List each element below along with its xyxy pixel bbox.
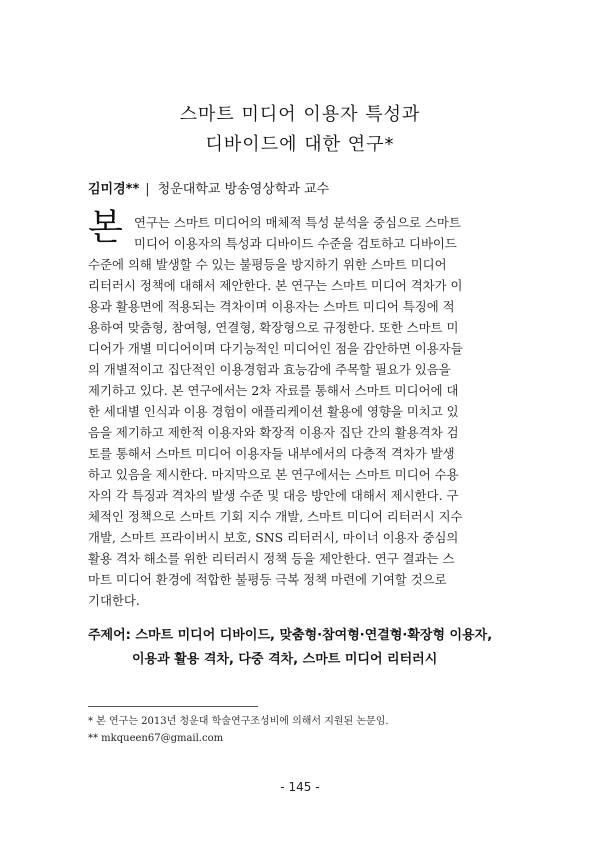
- abstract-line: 음을 제기하고 제한적 이용자와 확장적 이용자 집단 간의 활용격차 검: [88, 425, 459, 440]
- page-number: - 145 -: [280, 780, 320, 794]
- author-name: 김미경**: [88, 182, 140, 197]
- abstract-line: 마트 미디어 환경에 적합한 불평등 극복 정책 마련에 기여할 것으로: [88, 572, 447, 587]
- footnotes: [88, 713, 389, 747]
- abstract-line: 하고 있음을 제시한다. 마지막으로 본 연구에서는 스마트 미디어 수용: [88, 467, 459, 482]
- author-line: [88, 178, 329, 197]
- footnote-divider: [88, 706, 258, 707]
- abstract-line: 용과 활용면에 적용되는 격차이며 이용자는 스마트 미디어 특징에 적: [88, 299, 455, 314]
- abstract-line: 토를 통해서 스마트 미디어 이용자들 내부에서의 다층적 격차가 발생: [88, 446, 455, 461]
- abstract-body: [88, 212, 516, 611]
- paper-title-line-2: 디바이드에 대한 연구*: [205, 134, 395, 155]
- keywords-line-2: 이용과 활용 격차, 다중 격차, 스마트 미디어 리터러시: [132, 652, 438, 667]
- abstract-line: 활용 격차 해소를 위한 리터러시 정책 등을 제안한다. 연구 결과는 스: [88, 551, 455, 566]
- abstract-line: 개발, 스마트 프라이버시 보호, SNS 리터러시, 마이너 이용자 중심의: [88, 530, 459, 545]
- abstract-line: 의 개별적이고 집단적인 이용경험과 효능감에 주목할 필요가 있음을: [88, 362, 451, 377]
- footnote-funding: * 본 연구는 2013년 청운대 학술연구조성비에 의해서 지원된 논문임.: [88, 716, 389, 727]
- abstract-line: 용하여 맞춤형, 참여형, 연결형, 확장형으로 규정한다. 또한 스마트 미: [88, 320, 459, 335]
- footnote-email: ** mkqueen67@gmail.com: [88, 733, 224, 744]
- abstract-line: 기대한다.: [88, 593, 140, 608]
- abstract-line: 체적인 정책으로 스마트 기회 지수 개발, 스마트 미디어 리터러시 지수: [88, 509, 463, 524]
- paper-title-line-1: 스마트 미디어 이용자 특성과: [179, 104, 421, 125]
- abstract-line: 자의 각 특징과 격차의 발생 수준 및 대응 방안에 대해서 제시한다. 구: [88, 488, 459, 503]
- keywords-line-1: 주제어: 스마트 미디어 디바이드, 맞춤형·참여형·연결형·확장형 이용자,: [88, 628, 493, 643]
- abstract-line: 제기하고 있다. 본 연구에서는 2차 자료를 통해서 스마트 미디어에 대: [88, 383, 459, 398]
- abstract-line: 리터러시 정책에 대해서 제안한다. 본 연구는 스마트 미디어 격차가 이: [88, 278, 463, 293]
- abstract-dropcap: 본: [88, 207, 123, 248]
- keywords-block: [88, 624, 528, 672]
- author-separator: |: [145, 182, 150, 197]
- abstract-line: 미디어 이용자의 특성과 디바이드 수준을 검토하고 디바이드: [134, 236, 457, 251]
- abstract-line: 한 세대별 인식과 이용 경험이 애플리케이션 활용에 영향을 미치고 있: [88, 404, 459, 419]
- abstract-line: 디어가 개별 미디어이며 다기능적인 미디어인 점을 감안하면 이용자들: [88, 341, 463, 356]
- abstract-line: 수준에 의해 발생할 수 있는 불평등을 방지하기 위한 스마트 미디어: [88, 257, 447, 272]
- author-affiliation: 청운대학교 방송영상학과 교수: [157, 182, 330, 197]
- abstract-line: 연구는 스마트 미디어의 매체적 특성 분석을 중심으로 스마트: [134, 215, 461, 230]
